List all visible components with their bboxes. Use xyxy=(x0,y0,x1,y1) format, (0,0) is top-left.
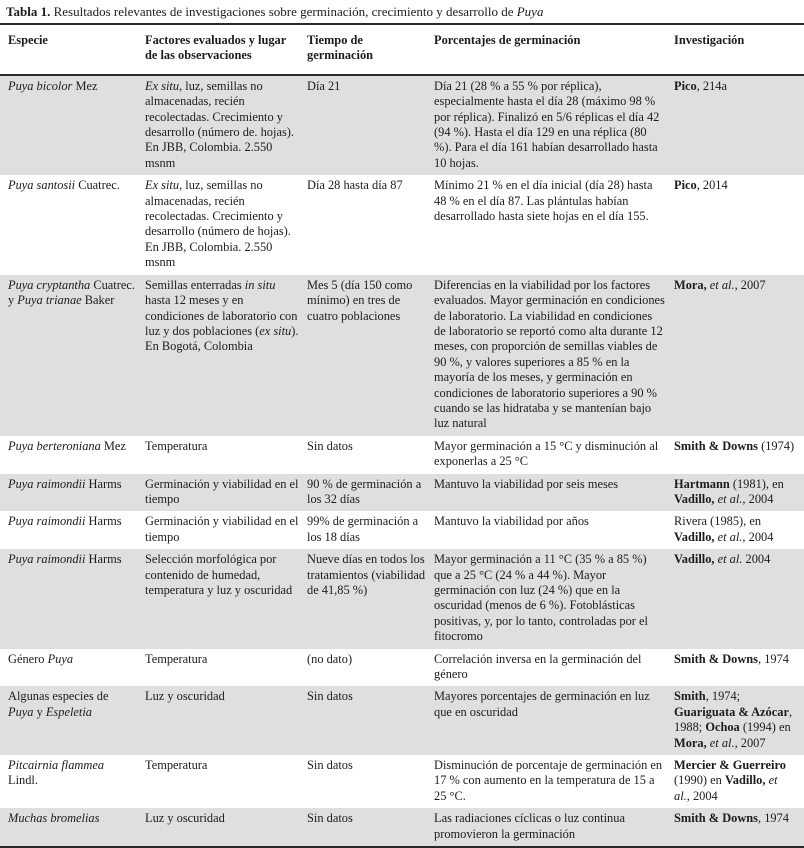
table-row xyxy=(0,808,804,847)
cell-investigacion: Mercier & Guerreiro (1990) en Vadillo, et al., 2004 xyxy=(674,758,786,803)
cell-tiempo: Mes 5 (día 150 como mínimo) en tres de cuatro poblaciones xyxy=(307,277,413,323)
table-row xyxy=(0,549,804,648)
cell-porcentajes: Mínimo 21 % en el día inicial (día 28) hasta 48 % en el día 87. Las plántulas habían desarrollado hasta siete hojas en el día 155. xyxy=(434,178,653,224)
cell-factores: Germinación y viabilidad en el tiempo xyxy=(145,514,299,544)
cell-tiempo: Sin datos xyxy=(307,811,353,826)
table-row xyxy=(0,275,804,436)
cell-factores: Temperatura xyxy=(145,438,208,453)
cell-investigacion: Vadillo, et al. 2004 xyxy=(674,552,771,567)
cell-investigacion: Pico, 214a xyxy=(674,78,727,93)
cell-especie: Puya cryptantha Cuatrec. y Puya trianae Baker xyxy=(8,277,135,308)
cell-tiempo: Día 28 hasta día 87 xyxy=(307,178,403,193)
cell-especie: Puya santosii Cuatrec. xyxy=(8,178,120,193)
table-body xyxy=(0,75,804,847)
cell-investigacion: Rivera (1985), en Vadillo, et al., 2004 xyxy=(674,514,774,544)
cell-porcentajes: Mayores porcentajes de germinación en luz que en oscuridad xyxy=(434,689,650,719)
cell-factores: Selección morfológica por contenido de humedad, temperatura y luz y oscuridad xyxy=(145,552,293,597)
cell-porcentajes: Disminución de porcentaje de germinación en 17 % con aumento en la temperatura de 15 a 25 °C. xyxy=(434,758,663,803)
column-header-porcentajes: Porcentajes de germinación xyxy=(434,24,674,75)
cell-tiempo: Sin datos xyxy=(307,689,353,704)
cell-especie: Puya raimondii Harms xyxy=(8,514,122,529)
table-row xyxy=(0,755,804,808)
cell-factores: Temperatura xyxy=(145,758,208,773)
cell-tiempo: Sin datos xyxy=(307,758,353,773)
cell-factores: Semillas enterradas in situ hasta 12 meses y en condiciones de laboratorio con luz y dos poblaciones (ex situ). En Bogotá, Colombia xyxy=(145,277,299,354)
table-row xyxy=(0,686,804,755)
table-title: Tabla 1. Resultados relevantes de investigaciones sobre germinación, crecimiento y desarrollo de Puya xyxy=(6,4,544,19)
cell-factores: Germinación y viabilidad en el tiempo xyxy=(145,476,299,506)
cell-factores: Ex situ, luz, semillas no almacenadas, recién recolectadas. Crecimiento y desarrollo (número de. hojas). En JBB, Colombia. 2.550 msnm xyxy=(145,78,294,170)
table-row xyxy=(0,436,804,474)
cell-especie: Puya raimondii Harms xyxy=(8,552,122,567)
results-table xyxy=(0,23,804,848)
column-header-especie: Especie xyxy=(0,24,145,75)
cell-porcentajes: Diferencias en la viabilidad por los factores evaluados. Mayor germinación en condiciones de laboratorio. La viabilidad en condiciones de laboratorio se reportó como alta durante 12 meses, con proporción de semillas viables de 90 %, y valores superiores a 85 % en la mayoría de los meses, y germinación en condiciones de laboratorio superiores a 90 % cuando se las hidrataba y se mantenían bajo luz natural xyxy=(434,277,665,431)
cell-tiempo: Sin datos xyxy=(307,438,353,453)
table-row xyxy=(0,474,804,512)
cell-porcentajes: Mantuvo la viabilidad por años xyxy=(434,514,589,529)
cell-especie: Puya bicolor Mez xyxy=(8,78,98,93)
column-header-investigacion: Investigación xyxy=(674,24,804,75)
cell-especie: Género Puya xyxy=(8,651,74,666)
table-row xyxy=(0,75,804,175)
cell-porcentajes: Día 21 (28 % a 55 % por réplica), especialmente hasta el día 28 (máximo 98 % por réplica). Finalizó en 5/6 réplicas el día 42 (94 %). Hasta el día 129 en una réplica (80 %). Para el día 161 habían desarrollado hasta 10 hojas. xyxy=(434,78,660,170)
cell-porcentajes: Mayor germinación a 15 °C y disminución al exponerlas a 25 °C xyxy=(434,438,659,469)
table-row xyxy=(0,511,804,549)
cell-investigacion: Mora, et al., 2007 xyxy=(674,277,766,292)
cell-especie: Puya berteroniana Mez xyxy=(8,438,126,453)
cell-porcentajes: Mantuvo la viabilidad por seis meses xyxy=(434,476,619,491)
column-header-tiempo: Tiempo de germinación xyxy=(307,24,434,75)
cell-investigacion: Pico, 2014 xyxy=(674,178,728,193)
cell-especie: Pitcairnia flammea Lindl. xyxy=(8,758,105,788)
cell-especie: Algunas especies de Puya y Espeletia xyxy=(8,689,109,719)
cell-tiempo: Nueve días en todos los tratamientos (viabilidad de 41,85 %) xyxy=(307,552,426,597)
cell-porcentajes: Mayor germinación a 11 °C (35 % a 85 %) que a 25 °C (24 % a 44 %). Mayor germinación con luz (24 %) que en la oscuridad (menos de 6 %). Fotoblásticas positivas, y, por lo tanto, controladas por el fitocromo xyxy=(434,552,648,644)
table-header-row xyxy=(0,24,804,75)
cell-investigacion: Smith & Downs (1974) xyxy=(674,438,795,453)
cell-tiempo: Día 21 xyxy=(307,78,341,93)
cell-tiempo: 99% de germinación a los 18 días xyxy=(307,514,419,544)
cell-investigacion: Hartmann (1981), en Vadillo, et al., 2004 xyxy=(674,476,784,506)
cell-porcentajes: Las radiaciones cíclicas o luz continua promovieron la germinación xyxy=(434,811,625,841)
cell-tiempo: (no dato) xyxy=(307,651,353,666)
cell-especie: Puya raimondii Harms xyxy=(8,476,122,491)
cell-factores: Temperatura xyxy=(145,651,208,666)
column-header-factores: Factores evaluados y lugar de las observaciones xyxy=(145,24,307,75)
table-header xyxy=(0,24,804,75)
cell-factores: Luz y oscuridad xyxy=(145,689,225,704)
table-row xyxy=(0,649,804,687)
cell-factores: Ex situ, luz, semillas no almacenadas, recién recolectadas. Crecimiento y desarrollo (número de hojas). En JBB, Colombia. 2.550 msnm xyxy=(145,178,291,270)
cell-especie: Muchas bromelias xyxy=(8,811,100,826)
cell-tiempo: 90 % de germinación a los 32 días xyxy=(307,476,422,506)
cell-investigacion: Smith, 1974; Guariguata & Azócar, 1988; Ochoa (1994) en Mora, et al., 2007 xyxy=(674,689,793,750)
cell-investigacion: Smith & Downs, 1974 xyxy=(674,811,789,826)
cell-investigacion: Smith & Downs, 1974 xyxy=(674,651,789,666)
table-row xyxy=(0,175,804,274)
cell-factores: Luz y oscuridad xyxy=(145,811,225,826)
cell-porcentajes: Correlación inversa en la germinación del género xyxy=(434,651,642,682)
